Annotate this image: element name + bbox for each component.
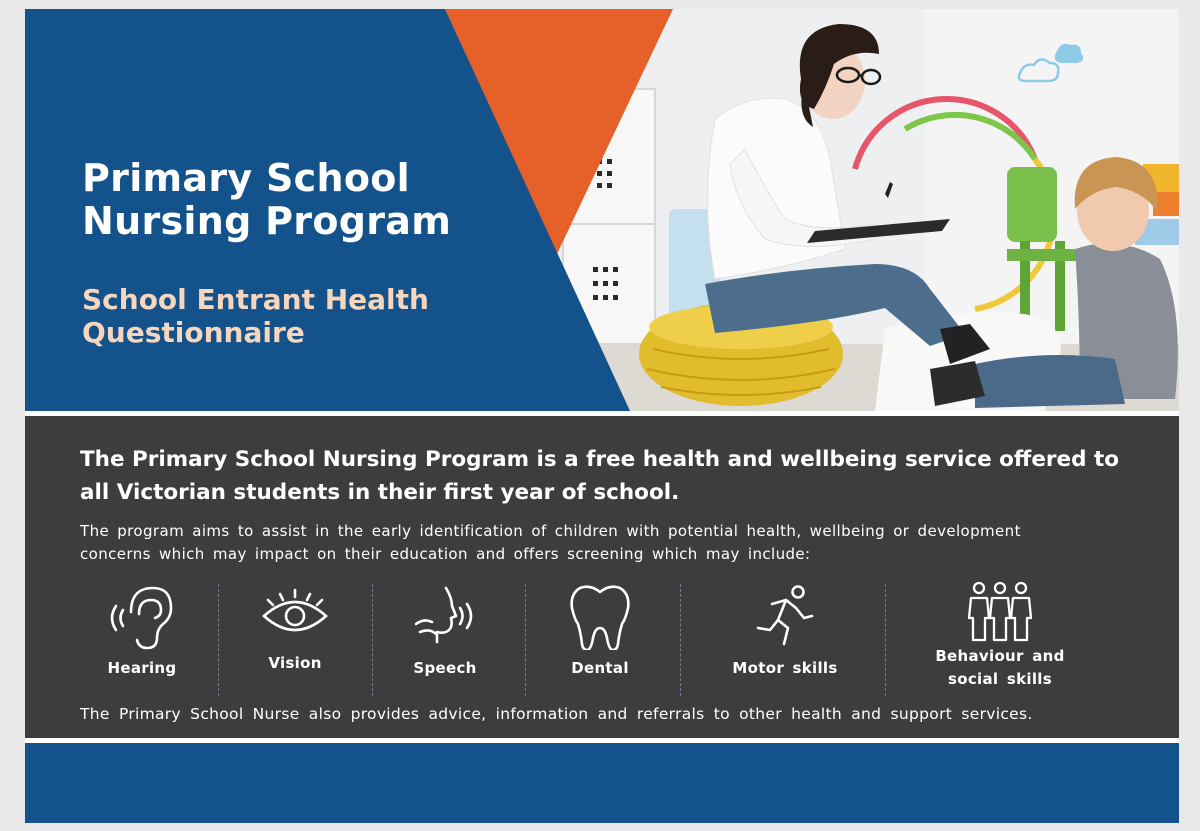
info-headline: The Primary School Nursing Program is a free health and wellbeing service offered to all Victorian students in their first year of school. (80, 447, 1120, 505)
screening-label: Motor skills (732, 659, 838, 677)
screening-label: Behaviour and social skills (935, 647, 1065, 688)
screening-item-behaviour-social (920, 578, 1080, 700)
group-of-people-icon (965, 580, 1035, 644)
divider (680, 584, 681, 696)
tooth-icon (568, 582, 632, 650)
eye-icon (260, 586, 330, 638)
page-subtitle: School Entrant Health Questionnaire (82, 283, 429, 349)
screening-label: Vision (268, 654, 322, 672)
screening-label: Speech (413, 659, 477, 677)
screening-item-hearing (87, 578, 197, 700)
hero-text-block (82, 157, 542, 349)
screening-label: Dental (571, 659, 629, 677)
info-footer: The Primary School Nurse also provides advice, information and referrals to other health and support services. (80, 705, 1033, 723)
screening-item-motor-skills (715, 578, 855, 700)
flyer-page (25, 9, 1179, 823)
screening-item-dental (545, 578, 655, 700)
running-person-icon (754, 584, 816, 648)
hero-banner (25, 9, 1179, 411)
screening-item-vision (240, 578, 350, 700)
speaking-head-icon (412, 584, 478, 650)
info-section (25, 416, 1179, 738)
screening-label: Hearing (107, 659, 177, 677)
screening-item-speech (390, 578, 500, 700)
info-intro: The program aims to assist in the early identification of children with potential health, wellbeing or development concerns which may impact on their education and offers screening which may include: (80, 522, 1021, 563)
page-title: Primary School Nursing Program (82, 156, 452, 243)
screening-list (25, 578, 1179, 708)
divider (218, 584, 219, 696)
divider (885, 584, 886, 696)
footer-band (25, 743, 1179, 823)
divider (372, 584, 373, 696)
divider (525, 584, 526, 696)
ear-icon (109, 584, 175, 650)
